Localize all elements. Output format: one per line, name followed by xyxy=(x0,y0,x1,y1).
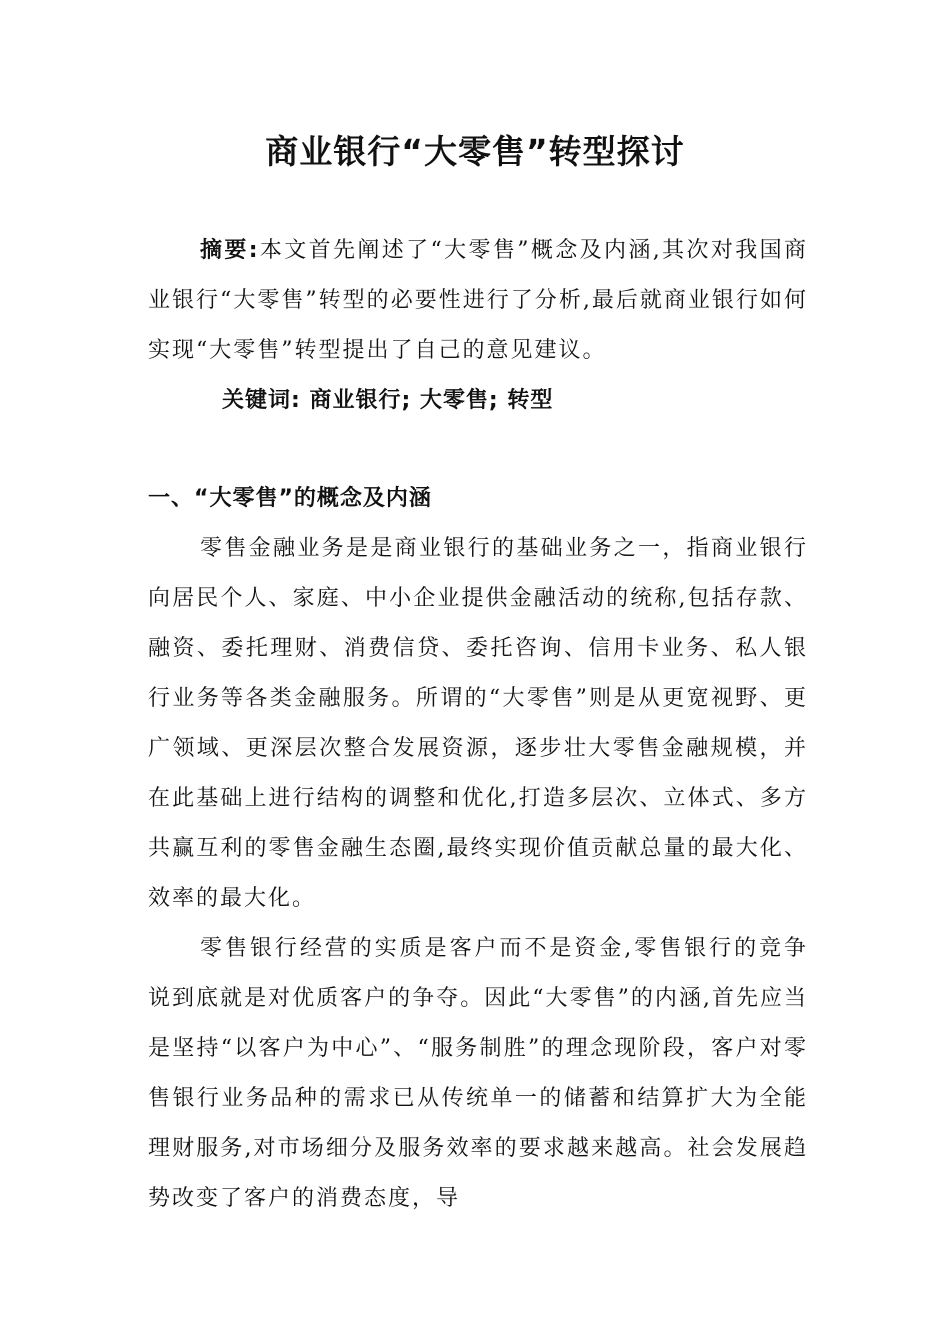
body-paragraph-2: 零售银行经营的实质是客户而不是资金,零售银行的竞争说到底就是对优质客户的争夺。因此“大零售”的内涵,首先应当是坚持“以客户为中心”、“服务制胜”的理念现阶段，客户对零售银行业务品种的需求已从传统单一的储蓄和结算扩大为全能理财服务,对市场细分及服务效率的要求越来越高。社会发展趋势改变了客户的消费态度，导 xyxy=(148,936,808,1211)
abstract-paragraph xyxy=(148,226,808,376)
keywords-line: 关键词: 商业银行; 大零售; 转型 xyxy=(222,388,554,413)
abstract-label: 摘要: xyxy=(200,238,260,263)
document-title: 商业银行“大零售”转型探讨 xyxy=(265,132,685,171)
document-body xyxy=(148,226,808,1224)
abstract-text: 本文首先阐述了“大零售”概念及内涵,其次对我国商业银行“大零售”转型的必要性进行了分析,最后就商业银行如何实现“大零售”转型提出了自己的意见建议。 xyxy=(148,238,808,363)
section-heading: 一、“大零售”的概念及内涵 xyxy=(148,486,432,511)
body-paragraph-1: 零售金融业务是是商业银行的基础业务之一，指商业银行向居民个人、家庭、中小企业提供金融活动的统称,包括存款、融资、委托理财、消费信贷、委托咨询、信用卡业务、私人银行业务等各类金融服务。所谓的“大零售”则是从更宽视野、更广领域、更深层次整合发展资源，逐步壮大零售金融规模，并在此基础上进行结构的调整和优化,打造多层次、立体式、多方共赢互利的零售金融生态圈,最终实现价值贡献总量的最大化、效率的最大化。 xyxy=(148,536,808,911)
